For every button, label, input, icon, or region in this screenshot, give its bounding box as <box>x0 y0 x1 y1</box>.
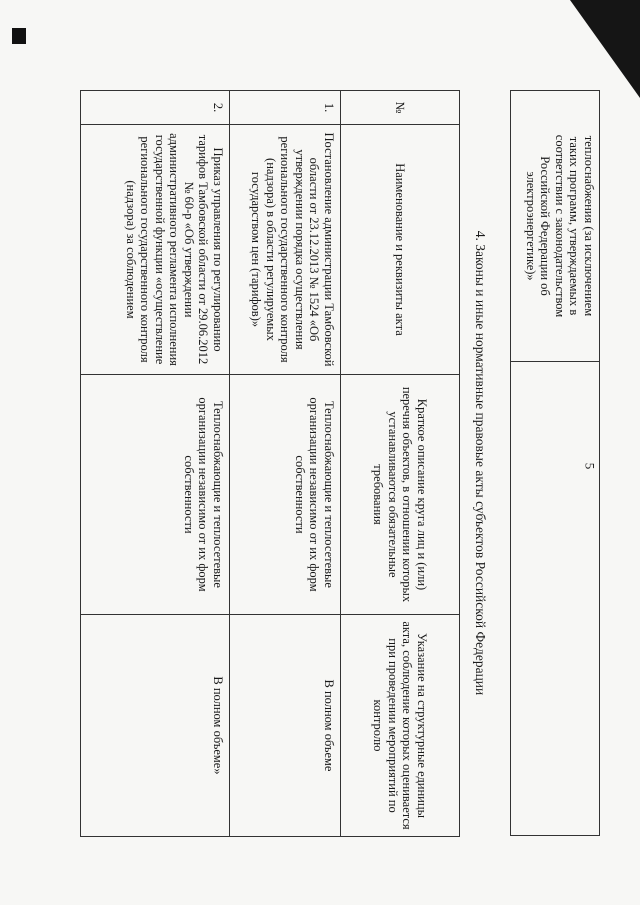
fragment-line: Российской Федерации об <box>538 156 553 296</box>
header-description: Краткое описание круга лиц и (или) перечня объектов, в отношении которых устанавливаются обязательные требования <box>341 375 460 615</box>
header-structural-units: Указание на структурные единицы акта, соблюдение которых оценивается при проведении мероприятий по контролю <box>341 615 460 837</box>
acts-table <box>80 90 460 837</box>
rotated-document <box>60 90 600 890</box>
row-act-name: Приказ управления по регулированию тарифов Тамбовской области от 29.06.2012 № 60-р «Об утверждении административного регламента исполнения государственной функции «осуществление регионального государственного контроля (надзора) за соблюдением <box>81 125 230 375</box>
section-title: 4. Законы и иные нормативные правовые акты субъектов Российской Федерации <box>473 230 488 696</box>
header-number: № <box>341 91 460 125</box>
header-act-name: Наименование и реквизиты акта <box>341 125 460 375</box>
row-description: Теплоснабжающие и теплосетевые организации независимо от их форм собственности <box>230 375 341 615</box>
table-header-row <box>341 91 460 837</box>
row-structural-units: В полном объеме» <box>81 615 230 837</box>
table-row <box>81 91 230 837</box>
fragment-line: теплоснабжения (за исключением <box>582 135 596 317</box>
row-act-name: Постановление администрации Тамбовской области от 23.12.2013 № 1524 «Об утверждении порядка осуществления регионального государственного контроля (надзора) в области регулируемых государством цен (тарифов)» <box>230 125 341 375</box>
row-description: Теплоснабжающие и теплосетевые организации независимо от их форм собственности <box>81 375 230 615</box>
row-structural-units: В полном объеме <box>230 615 341 837</box>
row-number: 1. <box>230 91 341 125</box>
previous-table-fragment <box>510 90 600 836</box>
fragment-line: соответствии с законодательством <box>553 134 567 318</box>
fragment-empty-cell <box>511 362 600 836</box>
row-number: 2. <box>81 91 230 125</box>
fragment-line: электроэнергетике)» <box>524 171 538 281</box>
fragment-text-cell <box>511 91 600 362</box>
page-number: 5 <box>582 462 598 470</box>
fragment-line: таких программ, утверждаемых в <box>567 136 582 316</box>
folded-corner <box>570 0 640 98</box>
table-row <box>230 91 341 837</box>
scan-mark <box>12 28 26 44</box>
